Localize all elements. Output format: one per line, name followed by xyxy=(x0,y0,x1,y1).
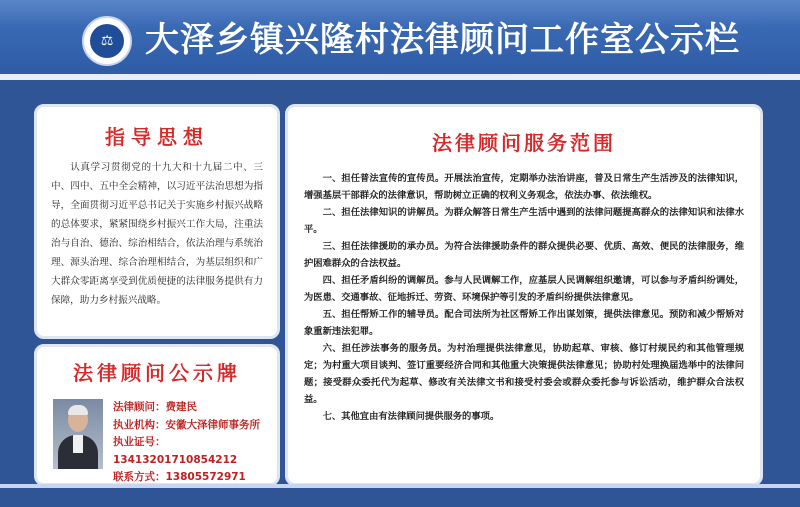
legal-advisor-board xyxy=(34,344,280,486)
justice-emblem-icon: ⚖ xyxy=(82,16,132,66)
list-item: 一、担任普法宣传的宣传员。开展法治宣传，定期举办法治讲座，普及日常生产生活涉及的法律知识，增强基层干部群众的法律意识，帮助树立正确的权利义务观念，依法办事、依法维权。 xyxy=(304,173,744,201)
advisor-name-row: 法律顾问：费建民 xyxy=(113,401,197,413)
list-item: 六、担任涉法事务的服务员。为村治理提供法律意见，协助起草、审核、修订村规民约和其他管理规定；为村重大项目谈判、签订重要经济合同和其他重大决策提供法律意见；协助村处理换届选举中的法律问题；接受群众委托代为起草、修改有关法律文书和接受村委会或群众委托参与诉讼活动，维护群众合法权益。 xyxy=(304,343,744,405)
list-item: 四、担任矛盾纠纷的调解员。参与人民调解工作，应基层人民调解组织邀请，可以参与矛盾纠纷调处，为医患、交通事故、征地拆迁、劳资、环境保护等引发的矛盾纠纷提供法律意见。 xyxy=(304,275,744,303)
service-scope-list xyxy=(304,170,744,425)
guiding-principles-title: 指导思想 xyxy=(105,125,209,149)
header-divider xyxy=(0,74,800,80)
advisor-firm-row: 执业机构：安徽大泽律师事务所 xyxy=(113,418,260,431)
list-item: 五、担任帮矫工作的辅导员。配合司法所为社区帮矫工作出谋划策，提供法律意见。预防和减少帮矫对象重新违法犯罪。 xyxy=(304,309,744,337)
list-item: 七、其他宜由有法律顾问提供服务的事项。 xyxy=(322,411,500,422)
advisor-phone-row: 联系方式：13805572971 xyxy=(113,471,246,483)
guiding-principles-text: 认真学习贯彻党的十九大和十九届二中、三中、四中、五中全会精神，以习近平法治思想为指导，全面贯彻习近平总书记关于实施乡村振兴战略的总体要求，紧紧围绕乡村振兴工作大局，注重法治与自治、德治、综治相结合，依法治理与系统治理、源头治理、综合治理相结合，为基层组织和广大群众零距离享受到优质便捷的法律服务提供有力保障，助力乡村振兴战略。 xyxy=(51,162,263,306)
advisor-license-row: 执业证号：13413201710854212 xyxy=(113,436,238,466)
page-title: 大泽乡镇兴隆村法律顾问工作室公示栏 xyxy=(145,20,740,60)
legal-advisor-board-title: 法律顾问公示牌 xyxy=(73,361,241,385)
service-scope-title: 法律顾问服务范围 xyxy=(432,131,616,155)
header-banner xyxy=(0,0,800,78)
service-scope-panel xyxy=(285,104,763,486)
guiding-principles-panel xyxy=(34,104,280,339)
advisor-photo xyxy=(53,399,103,469)
footer-bar xyxy=(0,488,800,507)
list-item: 三、担任法律援助的承办员。为符合法律援助条件的群众提供必要、优质、高效、便民的法律服务，维护困难群众的合法权益。 xyxy=(304,241,744,269)
list-item: 二、担任法律知识的讲解员。为群众解答日常生产生活中遇到的法律问题提高群众的法律知识和法律水平。 xyxy=(304,207,744,235)
advisor-info xyxy=(113,399,277,487)
